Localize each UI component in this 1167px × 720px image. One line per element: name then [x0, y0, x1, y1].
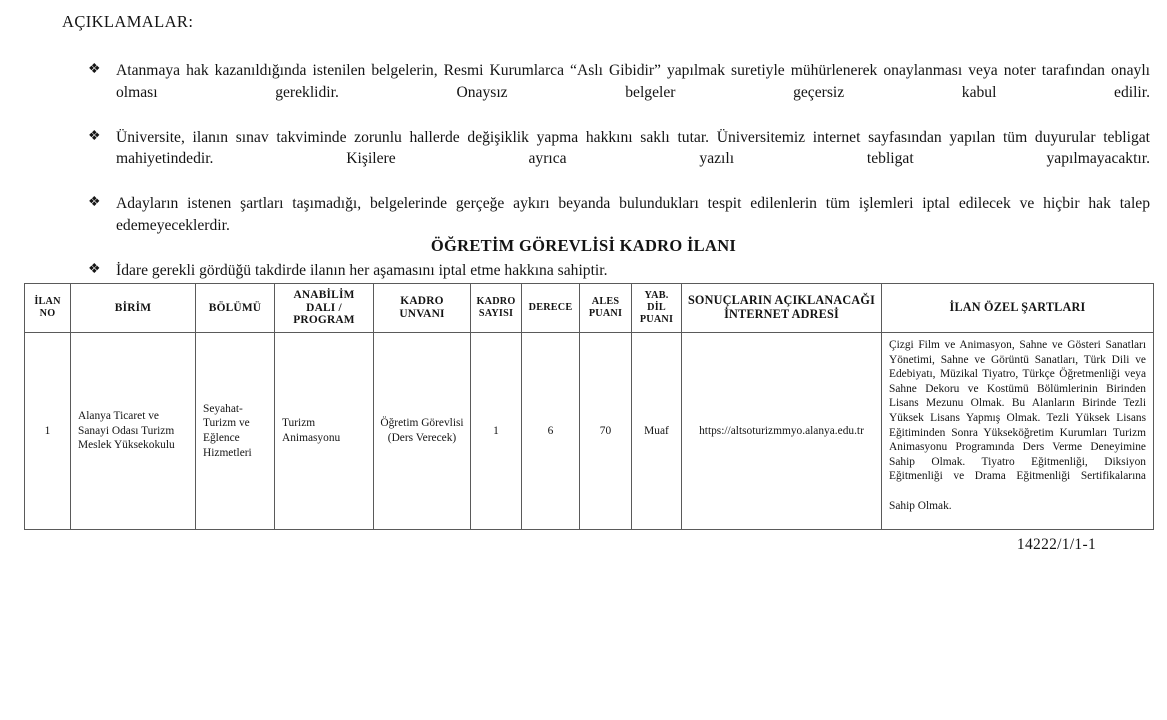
- header-line: İLAN: [34, 296, 61, 307]
- column-header-internet-adresi: [682, 284, 882, 333]
- header-line: ALES: [591, 296, 620, 307]
- cell-yab-dil-puani: Muaf: [632, 333, 682, 530]
- bullet-item: [88, 60, 1150, 125]
- header-line: NO: [39, 308, 56, 319]
- bullet-text: Atanmaya hak kazanıldığında istenilen belgelerin, Resmi Kurumlarca “Aslı Gibidir” yapılmak suretiyle mühürlenerek onaylanması veya noter tarafından onaylı olması gereklidir. Onaysız belgeler geçersiz kabul edilir.: [116, 62, 1150, 101]
- header-line: PUANI: [588, 308, 623, 319]
- header-line: SAYISI: [478, 308, 514, 319]
- header-line: DERECE: [528, 302, 573, 313]
- sartlar-text: Çizgi Film ve Animasyon, Sahne ve Gösteri Sanatları Yönetimi, Sahne ve Görüntü Sanatları, Türk Dili ve Edebiyatı, Müzikal Tiyatro, Türkçe Öğretmenliği veya Sahne Dekoru ve Kostümü Bölümlerinin Birinden Lisans Mezunu Olmak. Bu Alanların Birinde Tezli Yüksek Lisans Yapmış Olmak. Tezli Yüksek Lisans Eğitiminden Sonra Yükseköğretim Kurumları Turizm Animasyonu Programında Ders Verme Deneyimine Sahip Olmak. Tiyatro Eğitmenliği, Diksiyon Eğitmenliği ve Drama Eğitmenliği Sertifikalarına: [889, 339, 1146, 483]
- bullet-text: Üniversite, ilanın sınav takviminde zorunlu hallerde değişiklik yapma hakkını saklı tutar. Üniversitemiz internet sayfasından yapılan tüm duyurular tebligat mahiyetindedir. Kişilere ayrıca yazılı tebligat yapılmayacaktır.: [116, 128, 1150, 167]
- header-line: İLAN ÖZEL ŞARTLARI: [949, 300, 1086, 315]
- column-header-anabilim-dali-program: [275, 284, 374, 333]
- column-header-derece: [522, 284, 580, 333]
- cell-ilan-no: 1: [25, 333, 71, 530]
- diamond-bullet-icon: ❖: [88, 128, 101, 144]
- header-line: BİRİM: [114, 301, 152, 314]
- cell-kadro-sayisi: 1: [471, 333, 522, 530]
- bullet-text: Adayların istenen şartları taşımadığı, belgelerinde gerçeğe aykırı beyanda bulundukları tespit edilenlerin tüm işlemleri iptal edilecek ve hiçbir hak talep edemeyeceklerdir.: [116, 195, 1150, 234]
- explanations-heading: AÇIKLAMALAR:: [62, 12, 194, 31]
- header-line: ANABİLİM: [293, 289, 355, 302]
- diamond-bullet-icon: ❖: [88, 62, 101, 77]
- footer-reference: 14222/1/1-1: [1016, 536, 1096, 553]
- bullet-item: [88, 127, 1150, 192]
- header-line: SONUÇLARIN AÇIKLANACAĞI: [687, 293, 876, 308]
- column-header-kadro-sayisi: [471, 284, 522, 333]
- header-line: İNTERNET ADRESİ: [724, 307, 839, 321]
- table-title: ÖĞRETİM GÖREVLİSİ KADRO İLANI: [430, 236, 737, 255]
- kadro-ilani-table: [24, 283, 1154, 530]
- column-header-ales-puani: [580, 284, 632, 333]
- header-line: KADRO: [476, 296, 516, 307]
- header-line: PROGRAM: [293, 314, 355, 327]
- sartlar-text-last: Sahip Olmak.: [889, 499, 952, 512]
- column-header-ilan-ozel-sartlari: [882, 284, 1154, 333]
- column-header-bolumu: [196, 284, 275, 333]
- header-line: YAB.: [644, 290, 669, 301]
- bullet-item: [88, 260, 1150, 282]
- cell-birim: Alanya Ticaret ve Sanayi Odası Turizm Meslek Yüksekokulu: [71, 333, 196, 530]
- column-header-kadro-unvani: [374, 284, 471, 333]
- header-line: KADRO: [400, 295, 444, 308]
- cell-derece: 6: [522, 333, 580, 530]
- cell-internet-adresi[interactable]: https://altsoturizmmyo.alanya.edu.tr: [682, 333, 882, 530]
- header-line: BÖLÜMÜ: [208, 301, 262, 314]
- header-line: DİL: [647, 302, 666, 313]
- header-line: PUANI: [639, 314, 674, 325]
- diamond-bullet-icon: ❖: [88, 261, 101, 277]
- column-header-birim: [71, 284, 196, 333]
- header-line: DALI /: [306, 301, 342, 314]
- table-header-row: [25, 284, 1154, 333]
- column-header-yab-dil-puani: [632, 284, 682, 333]
- cell-ilan-ozel-sartlari: [882, 333, 1154, 530]
- table-row: [25, 333, 1154, 530]
- header-line: UNVANI: [399, 308, 445, 320]
- cell-ales-puani: 70: [580, 333, 632, 530]
- cell-anabilim-dali: Turizm Animasyonu: [275, 333, 374, 530]
- bullet-text: İdare gerekli gördüğü takdirde ilanın her aşamasını iptal etme hakkına sahiptir.: [116, 261, 608, 279]
- cell-bolumu: Seyahat-Turizm ve Eğlence Hizmetleri: [196, 333, 275, 530]
- cell-kadro-unvani: Öğretim Görevlisi (Ders Verecek): [374, 333, 471, 530]
- diamond-bullet-icon: ❖: [88, 195, 101, 210]
- column-header-ilan-no: [25, 284, 71, 333]
